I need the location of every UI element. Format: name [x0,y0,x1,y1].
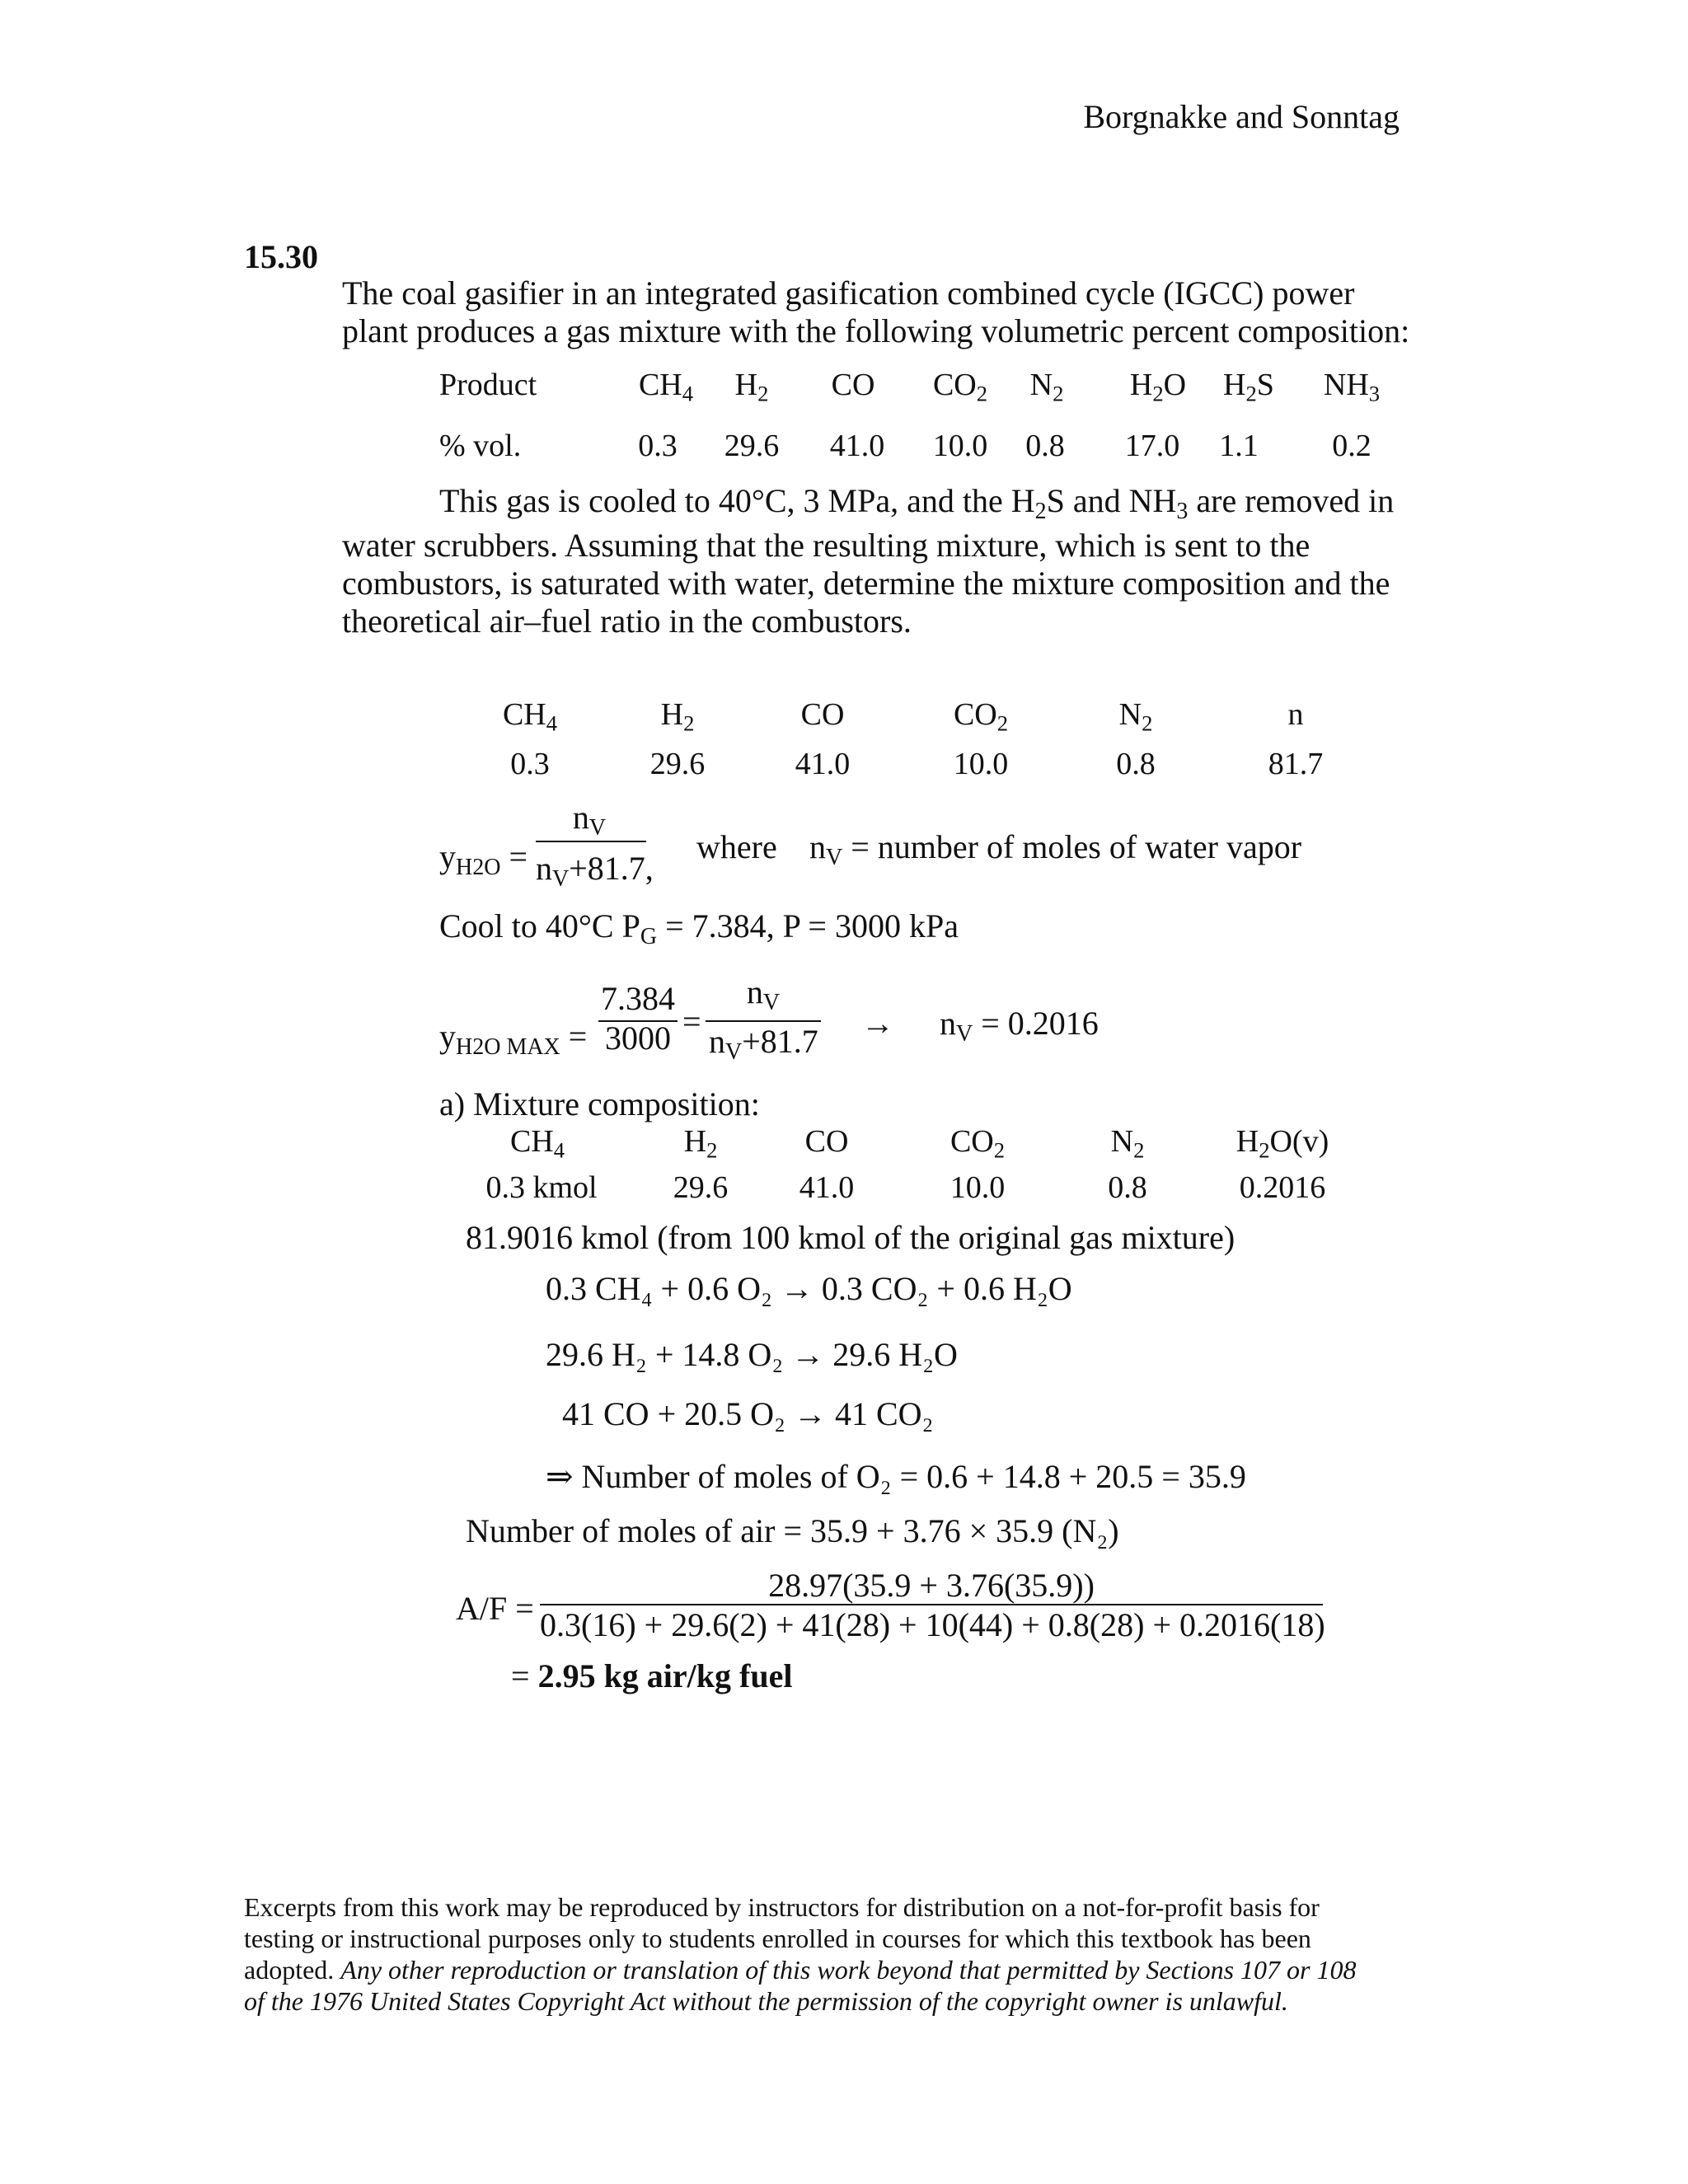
product-h2s: $H_2S$ [1223,368,1274,406]
ymax-f2-denominator: $n_V+81.7$ [709,1023,818,1065]
problem-number: 15.30 [244,238,318,275]
footer-line-1: Excerpts from this work may be reproduced by instructors for distribution on a not-for-profit basis for [244,1892,1320,1922]
af-result-line: = 2.95 kg air/kg fuel [511,1657,793,1694]
para2-line-1: This gas is cooled to 40°C, 3 MPa, and the $H_2S$ and $NH_3$ are removed in [439,482,1395,524]
yh2o-denominator: $n_V+81.7$, [536,850,654,892]
af-denominator: 0.3(16) + 29.6(2) + 41(28) + 10(44) + 0.8(28) + 0.2016(18) [540,1606,1325,1643]
statement-line-1: The coal gasifier in an integrated gasification combined cycle (IGCC) power [342,274,1355,312]
product-co: CO [831,368,875,402]
yh2o-where: where [696,828,777,865]
yh2o-where-definition: $n_V$ = number of moles of water vapor [809,828,1302,870]
value-h2s: 1.1 [1219,429,1259,463]
cool-line: Cool to 40°C $P_G = 7.384$, P = 3000 kPa [439,907,959,949]
ymax-lhs: $y_{H2O MAX}$ = [439,1018,588,1060]
composition-value-row [0,427,1688,468]
mixture-value-row: 0.3 kmol 29.6 41.0 10.0 0.8 0.2016 [485,1170,1326,1205]
product-h2o: $H_2O$ [1129,368,1187,406]
row-label-vol: % vol. [439,429,522,463]
af-lhs: A/F = [456,1590,534,1627]
af-result-value: 2.95 kg air/kg fuel [537,1657,793,1694]
reaction-methane: 0.3 CH₄ + 0.6 O₂ → 0.3 CO₂ + 0.6 H₂O [546,1270,1072,1307]
row-label-product: Product [439,368,537,402]
dry-gas-value-row: 0.3 29.6 41.0 10.0 0.8 81.7 [510,747,1324,781]
para2-line-3: combustors, is saturated with water, determine the mixture composition and the [342,565,1390,602]
product-n2: $N_2$ [1029,368,1064,406]
reaction-hydrogen: 29.6 H₂ + 14.8 O₂ → 29.6 H₂O [546,1336,958,1373]
value-co: 41.0 [829,429,885,463]
statement-line-2: plant produces a gas mixture with the following volumetric percent composition: [342,312,1410,349]
page-header-authors: Borgnakke and Sonntag [1083,98,1400,135]
ymax-f1-numerator: 7.384 [601,980,675,1017]
value-h2o: 17.0 [1124,429,1180,463]
mixture-total: 81.9016 kmol (from 100 kmol of the original gas mixture) [466,1219,1236,1256]
footer-line-2: testing or instructional purposes only to students enrolled in courses for which this textbook has been [244,1924,1311,1953]
footer-line-4: of the 1976 United States Copyright Act without the permission of the copyright owner is unlawful. [244,1986,1288,2016]
mixture-header-row: $CH_4$ $H_2$ CO $CO_2$ $N_2$ $H_2O(v)$ [509,1124,1329,1163]
ymax-equals: = [682,1003,701,1040]
ymax-f2-numerator: $n_V$ [746,973,781,1015]
ymax-f1-denominator: 3000 [605,1019,671,1057]
air-moles-line: Number of moles of air = 35.9 + 3.76 × 35.9 (N₂) [466,1512,1119,1549]
dry-gas-header-row: $CH_4$ $H_2$ CO $CO_2$ $N_2$ n [502,697,1304,736]
footer-line-3: adopted. Any other reproduction or translation of this work beyond that permitted by Sections 107 or 108 [244,1955,1357,1985]
product-ch4: $CH_4$ [638,368,694,406]
value-co2: 10.0 [932,429,988,463]
value-nh3: 0.2 [1332,429,1372,463]
product-h2: $H_2$ [734,368,769,406]
yh2o-numerator: $n_V$ [572,799,607,841]
value-h2: 29.6 [724,429,780,463]
yh2o-lhs: $y_{H2O}$ = [439,838,528,880]
product-nh3: $NH_3$ [1323,368,1381,406]
para2-line-2: water scrubbers. Assuming that the resulting mixture, which is sent to the [342,527,1311,564]
value-n2: 0.8 [1025,429,1065,463]
para2-line-4: theoretical air–fuel ratio in the combustors. [342,602,912,640]
product-co2: $CO_2$ [932,368,988,406]
reaction-carbon-monoxide: 41 CO + 20.5 O₂ → 41 CO₂ [562,1395,934,1432]
af-numerator: 28.97(35.9 + 3.76(35.9)) [768,1567,1095,1604]
mixture-label: a) Mixture composition: [439,1085,760,1122]
ymax-result: $n_V = 0.2016$ [940,1005,1099,1047]
ymax-arrow: → [861,1005,894,1042]
value-ch4: 0.3 [638,429,678,463]
composition-product-row [0,366,1688,407]
yh2o-fraction-bar [536,841,646,842]
o2-total-line: ⇒ Number of moles of O₂ = 0.6 + 14.8 + 20.5 = 35.9 [546,1458,1246,1495]
